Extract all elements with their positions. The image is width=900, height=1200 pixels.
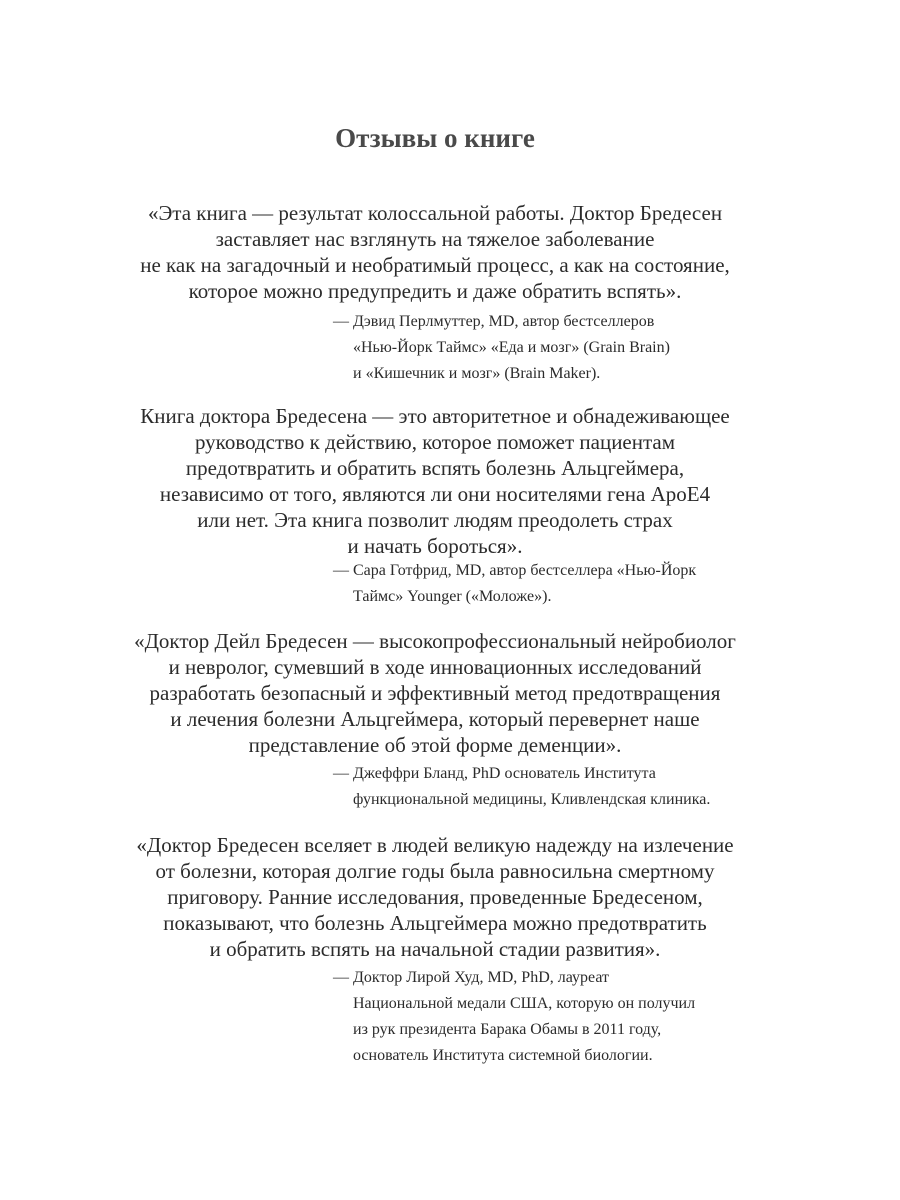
- attribution-line: основатель Института системной биологии.: [353, 1047, 653, 1064]
- attribution-line: — Дэвид Перлмуттер, MD, автор бестселлеров: [333, 313, 655, 330]
- quote-line: показывают, что болезнь Альцгеймера можно предотвратить: [163, 911, 707, 935]
- quote-line: разработать безопасный и эффективный метод предотвращения: [149, 681, 721, 705]
- attribution-line: Таймс» Younger («Моложе»).: [353, 588, 552, 605]
- quote-line: которое можно предупредить и даже обратить вспять».: [188, 279, 682, 303]
- page-title: Отзывы о книге: [335, 123, 535, 153]
- quote-line: руководство к действию, которое поможет пациентам: [194, 430, 676, 454]
- quote-line: независимо от того, являются ли они носителями гена ApoE4: [159, 482, 711, 506]
- quote-line: и обратить вспять на начальной стадии развития».: [209, 937, 661, 961]
- quote-line: «Доктор Дейл Бредесен — высокопрофессиональный нейробиолог: [134, 629, 736, 653]
- quote-line: и начать бороться».: [347, 534, 523, 558]
- quote-line: «Доктор Бредесен вселяет в людей великую надежду на излечение: [136, 833, 734, 857]
- attribution-line: — Сара Готфрид, MD, автор бестселлера «Нью-Йорк: [333, 562, 697, 579]
- attribution-line: и «Кишечник и мозг» (Brain Maker).: [353, 365, 601, 382]
- quote-line: и невролог, сумевший в ходе инновационных исследований: [168, 655, 702, 679]
- quote-line: «Эта книга — результат колоссальной работы. Доктор Бредесен: [147, 201, 723, 225]
- review-quote-1: [0, 200, 870, 304]
- attribution-line: функциональной медицины, Кливлендская клиника.: [353, 791, 711, 808]
- quote-line: Книга доктора Бредесена — это авторитетное и обнадеживающее: [140, 404, 730, 428]
- attribution-line: Национальной медали США, которую он получил: [353, 995, 696, 1012]
- review-attribution-3: [333, 761, 710, 813]
- attribution-line: из рук президента Барака Обамы в 2011 году,: [353, 1021, 662, 1038]
- quote-line: заставляет нас взглянуть на тяжелое заболевание: [215, 227, 655, 251]
- quote-line: и лечения болезни Альцгеймера, который перевернет наше: [170, 707, 700, 731]
- quote-line: предотвратить и обратить вспять болезнь Альцгеймера,: [185, 456, 685, 480]
- quote-line: или нет. Эта книга позволит людям преодолеть страх: [197, 508, 673, 532]
- review-attribution-2: [333, 558, 696, 610]
- attribution-line: «Нью-Йорк Таймс» «Еда и мозг» (Grain Brain): [353, 339, 670, 356]
- quote-line: не как на загадочный и необратимый процесс, а как на состояние,: [140, 253, 730, 277]
- quote-line: от болезни, которая долгие годы была равносильна смертному: [155, 859, 715, 883]
- review-quote-4: [0, 832, 870, 962]
- quote-line: приговору. Ранние исследования, проведенные Бредесеном,: [167, 885, 703, 909]
- attribution-line: — Доктор Лирой Худ, MD, PhD, лауреат: [333, 969, 609, 986]
- review-attribution-1: [333, 309, 670, 387]
- quote-line: представление об этой форме деменции».: [248, 733, 622, 757]
- review-quote-3: [0, 628, 870, 758]
- attribution-line: — Джеффри Бланд, PhD основатель Института: [333, 765, 656, 782]
- review-attribution-4: [333, 965, 695, 1069]
- review-quote-2: [0, 403, 870, 559]
